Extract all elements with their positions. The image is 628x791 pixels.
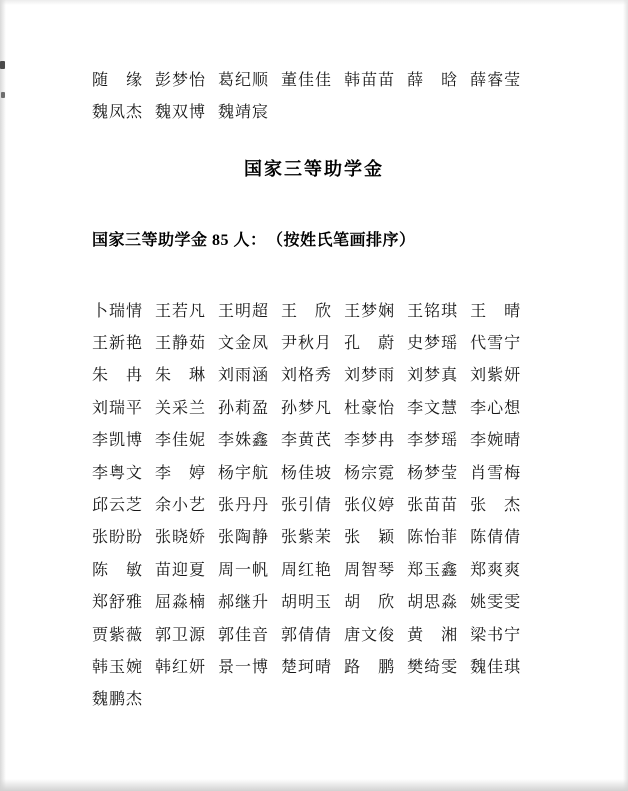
student-name: 张仪婷 (344, 497, 396, 515)
student-name: 屈淼楠 (155, 594, 207, 612)
student-name: 韩玉婉 (92, 658, 144, 676)
student-name: 张苗苗 (407, 497, 459, 515)
student-name: 苗迎夏 (155, 561, 207, 579)
student-name: 刘梦雨 (344, 367, 396, 385)
student-name: 李心想 (470, 399, 522, 417)
scan-edge-right (623, 0, 628, 791)
scan-edge-left (0, 0, 6, 791)
student-name: 郭卫源 (155, 626, 207, 644)
student-name: 李文慧 (407, 399, 459, 417)
student-name: 王梦娴 (344, 302, 396, 320)
student-name: 杨宇航 (218, 464, 270, 482)
student-name: 薛睿莹 (470, 71, 522, 89)
scan-edge-bottom (0, 779, 628, 791)
student-name: 邱云芝 (92, 497, 144, 515)
student-name: 魏凤杰 (92, 104, 144, 122)
name-row (92, 487, 521, 519)
name-row (92, 682, 521, 714)
scan-artifact-mark (1, 92, 5, 98)
student-name: 郑爽爽 (470, 561, 522, 579)
student-name: 郑玉鑫 (407, 561, 459, 579)
student-name: 胡明玉 (281, 594, 333, 612)
student-name: 韩红妍 (155, 658, 207, 676)
student-name: 周智琴 (344, 561, 396, 579)
student-name: 朱 冉 (92, 367, 144, 385)
student-name: 张盼盼 (92, 529, 144, 547)
student-name: 樊绮雯 (407, 658, 459, 676)
student-name: 郑舒雅 (92, 594, 144, 612)
student-name: 郭佳音 (218, 626, 270, 644)
student-name: 魏双博 (155, 104, 207, 122)
student-name: 王铭琪 (407, 302, 459, 320)
name-row (92, 62, 521, 94)
student-name: 杨宗霓 (344, 464, 396, 482)
student-name: 周红艳 (281, 561, 333, 579)
student-name: 李姝鑫 (218, 432, 270, 450)
recipient-name-list (92, 293, 521, 714)
student-name: 张陶静 (218, 529, 270, 547)
scan-edge-top (0, 0, 628, 5)
student-name: 王 欣 (281, 302, 333, 320)
previous-section-overflow-names (92, 62, 521, 127)
name-row (92, 390, 521, 422)
student-name: 郝继升 (218, 594, 270, 612)
student-name: 刘瑞平 (92, 399, 144, 417)
student-name: 姚雯雯 (470, 594, 522, 612)
student-name: 刘梦真 (407, 367, 459, 385)
student-name: 尹秋月 (281, 335, 333, 353)
student-name: 魏鹏杰 (92, 691, 144, 709)
student-name: 史梦瑶 (407, 335, 459, 353)
student-name: 魏靖宸 (218, 104, 270, 122)
student-name: 贾紫薇 (92, 626, 144, 644)
student-name: 唐文俊 (344, 626, 396, 644)
student-name: 周一帆 (218, 561, 270, 579)
student-name: 张丹丹 (218, 497, 270, 515)
name-row (92, 423, 521, 455)
student-name: 孙梦凡 (281, 399, 333, 417)
section-title: 国家三等助学金 (244, 159, 384, 179)
student-name: 杨佳坡 (281, 464, 333, 482)
name-row (92, 358, 521, 390)
name-row (92, 552, 521, 584)
scan-artifact-mark (0, 61, 5, 69)
student-name: 卜瑞情 (92, 302, 144, 320)
student-name: 王新艳 (92, 335, 144, 353)
student-name: 彭梦怡 (155, 71, 207, 89)
name-row (92, 325, 521, 357)
student-name: 张 杰 (470, 497, 522, 515)
student-name: 楚珂晴 (281, 658, 333, 676)
student-name: 陈 敏 (92, 561, 144, 579)
name-row (92, 585, 521, 617)
section-subtitle: 国家三等助学金 85 人： （按姓氏笔画排序） (92, 232, 416, 249)
student-name: 关采兰 (155, 399, 207, 417)
name-row (92, 293, 521, 325)
name-row (92, 649, 521, 681)
student-name: 张紫茉 (281, 529, 333, 547)
student-name: 王明超 (218, 302, 270, 320)
student-name: 刘格秀 (281, 367, 333, 385)
student-name: 杜豪怡 (344, 399, 396, 417)
student-name: 郭倩倩 (281, 626, 333, 644)
student-name: 孙莉盈 (218, 399, 270, 417)
name-row (92, 94, 521, 126)
student-name: 王静茹 (155, 335, 207, 353)
student-name: 代雪宁 (470, 335, 522, 353)
student-name: 李梦冉 (344, 432, 396, 450)
student-name: 魏佳琪 (470, 658, 522, 676)
student-name: 葛纪顺 (218, 71, 270, 89)
student-name: 刘雨涵 (218, 367, 270, 385)
student-name: 余小艺 (155, 497, 207, 515)
student-name: 王若凡 (155, 302, 207, 320)
student-name: 陈倩倩 (470, 529, 522, 547)
student-name: 陈怡菲 (407, 529, 459, 547)
student-name: 随 缘 (92, 71, 144, 89)
student-name: 李黄芪 (281, 432, 333, 450)
name-row (92, 520, 521, 552)
student-name: 李 婷 (155, 464, 207, 482)
student-name: 李佳妮 (155, 432, 207, 450)
student-name: 胡思淼 (407, 594, 459, 612)
student-name: 董佳佳 (281, 71, 333, 89)
student-name: 朱 琳 (155, 367, 207, 385)
student-name: 韩苗苗 (344, 71, 396, 89)
student-name: 黄 湘 (407, 626, 459, 644)
student-name: 李婉晴 (470, 432, 522, 450)
student-name: 李梦瑶 (407, 432, 459, 450)
student-name: 梁书宁 (470, 626, 522, 644)
student-name: 路 鹏 (344, 658, 396, 676)
name-row (92, 617, 521, 649)
student-name: 张晓娇 (155, 529, 207, 547)
student-name: 薛 晗 (407, 71, 459, 89)
student-name: 杨梦莹 (407, 464, 459, 482)
student-name: 王 晴 (470, 302, 522, 320)
student-name: 文金凤 (218, 335, 270, 353)
student-name: 刘紫妍 (470, 367, 522, 385)
student-name: 孔 蔚 (344, 335, 396, 353)
student-name: 张 颖 (344, 529, 396, 547)
student-name: 李凯博 (92, 432, 144, 450)
student-name: 张引倩 (281, 497, 333, 515)
student-name: 景一博 (218, 658, 270, 676)
name-row (92, 455, 521, 487)
student-name: 李粤文 (92, 464, 144, 482)
student-name: 胡 欣 (344, 594, 396, 612)
student-name: 肖雪梅 (470, 464, 522, 482)
